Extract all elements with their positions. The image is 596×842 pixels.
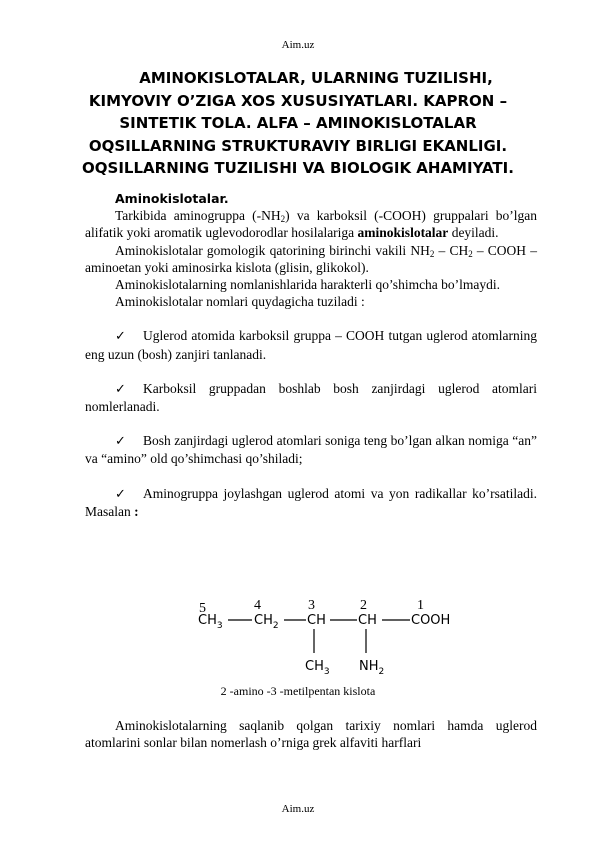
checkmark-icon: ✓ bbox=[115, 381, 126, 397]
page-header: Aim.uz bbox=[281, 39, 315, 51]
paragraph-historical-names: Aminokislotalarning saqlanib qolgan tarixiy nomlari hamda uglerod atomlarini sonlar bilan nomerlash o’rniga grek alfaviti harflari bbox=[85, 718, 537, 751]
rule-item-1: ✓ Uglerod atomida karboksil gruppa – COOH tutgan uglerod atomlarning eng uzun (bosh) zanjiri tanlanadi. bbox=[85, 328, 537, 362]
formula-caption: 2 -amino -3 -metilpentan kislota bbox=[220, 684, 376, 698]
title-line-4: OQSILLARNING STRUKTURAVIY BIRLIGI EKANLIGI. bbox=[88, 136, 508, 155]
bold-term: aminokislotalar bbox=[357, 225, 449, 241]
group-ch-3: CH bbox=[307, 613, 326, 628]
group-ch-2: CH bbox=[358, 613, 377, 628]
carbon-number-3: 3 bbox=[308, 598, 315, 613]
carbon-number-2: 2 bbox=[360, 598, 367, 613]
rule-item-2: ✓ Karboksil gruppadan boshlab bosh zanjirdagi uglerod atomlari nomlerlanadi. bbox=[85, 380, 537, 415]
document-body bbox=[85, 190, 537, 520]
title-line-2: KIMYOVIY O’ZIGA XOS XUSUSIYATLARI. KAPRON – bbox=[88, 91, 508, 110]
checkmark-icon: ✓ bbox=[115, 329, 126, 345]
section-heading: Aminokislotalar. bbox=[115, 191, 229, 206]
paragraph-glycine: Aminokislotalar gomologik qatorining birinchi vakili $NH_2 - CH_2$ – COOH – aminoetan yoki aminosirka kislota (glisin, glikokol). bbox=[85, 242, 537, 275]
group-cooh: COOH bbox=[411, 613, 451, 628]
rule-item-4: ✓ Aminogruppa joylashgan uglerod atomi va yon radikallar ko’rsatiladi. Masalan : bbox=[85, 485, 537, 519]
carbon-number-5: 5 bbox=[199, 601, 206, 616]
group-ch2: $CH_2$ bbox=[254, 613, 279, 631]
document-body-continued bbox=[85, 717, 537, 751]
carbon-number-4: 4 bbox=[254, 598, 261, 613]
page-footer: Aim.uz bbox=[281, 803, 315, 815]
structural-formula bbox=[196, 596, 466, 678]
paragraph-naming-note: Aminokislotalarning nomlanishlarida harakterli qo’shimcha bo’lmaydi. bbox=[115, 277, 501, 293]
carbon-number-1: 1 bbox=[417, 598, 424, 613]
paragraph-definition: Tarkibida aminogruppa $(-NH_2)$ va karboksil (-COOH) gruppalari bo’lgan alifatik yoki aromatik uglevodorodlar hosilalariga aminokislotalar deyiladi. bbox=[85, 208, 538, 241]
title-line-5: OQSILLARNING TUZILISHI VA BIOLOGIK AHAMIYATI. bbox=[82, 159, 514, 177]
group-ch3: $CH_3$ bbox=[198, 613, 223, 631]
checkmark-icon: ✓ bbox=[115, 434, 126, 450]
substituent-ch3: $CH_3$ bbox=[305, 659, 330, 677]
title-line-3: SINTETIK TOLA. ALFA – AMINOKISLOTALAR bbox=[119, 114, 477, 132]
rule-item-3: ✓ Bosh zanjirdagi uglerod atomlari soniga teng bo’lgan alkan nomiga “an” va “amino” old qo’shimchasi qo’shiladi; bbox=[85, 433, 537, 467]
title-line-1: AMINOKISLOTALAR, ULARNING TUZILISHI, bbox=[139, 69, 493, 87]
document-title bbox=[60, 67, 536, 180]
checkmark-icon: ✓ bbox=[115, 486, 126, 502]
substituent-nh2: $NH_2$ bbox=[359, 659, 385, 677]
paragraph-naming-intro: Aminokislotalar nomlari quydagicha tuziladi : bbox=[115, 294, 365, 310]
